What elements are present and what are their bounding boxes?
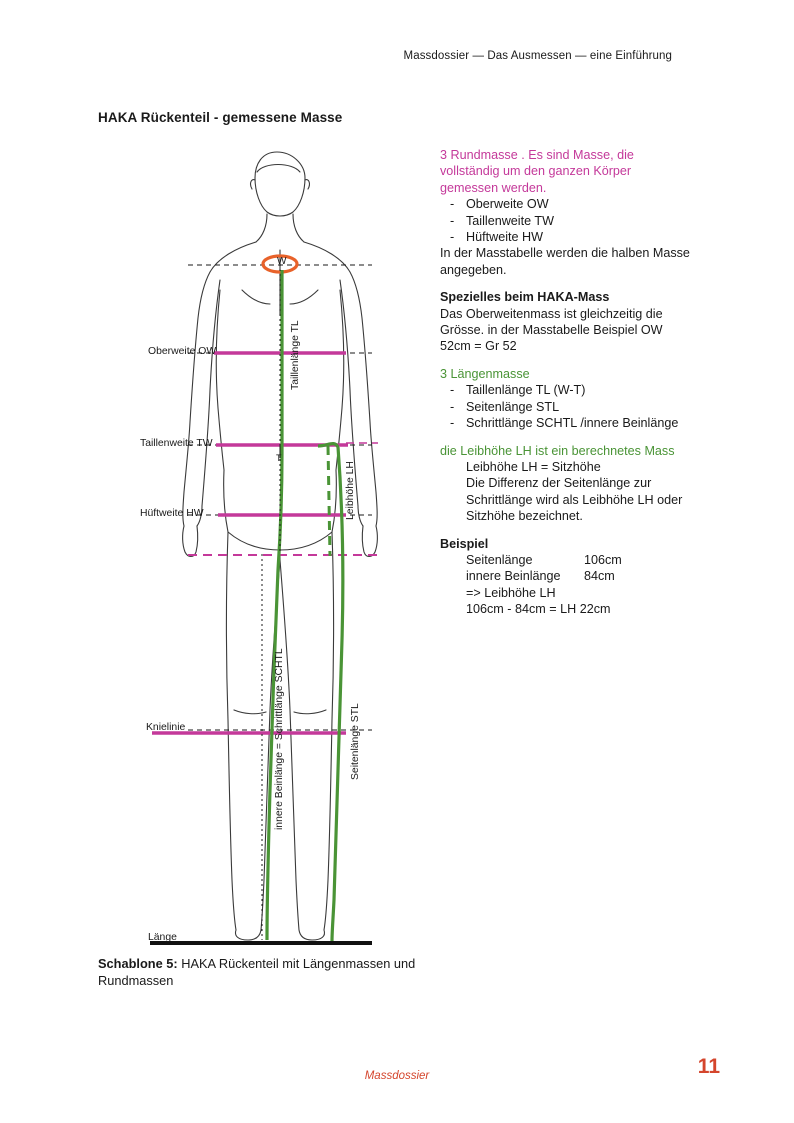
list-item xyxy=(450,196,690,212)
section-leibhoehe xyxy=(440,443,690,525)
list-item xyxy=(450,415,690,431)
rundmasse-list xyxy=(440,196,690,245)
running-head: Massdossier — Das Ausmessen — eine Einführung xyxy=(403,50,672,62)
section-rundmasse xyxy=(440,147,690,278)
page-title: HAKA Rückenteil - gemessene Masse xyxy=(98,110,343,125)
spezielles-text: Das Oberweitenmass ist gleichzeitig die Grösse. in der Masstabelle Beispiel OW 52cm = Gr 52 xyxy=(440,306,663,354)
label-seitenlaenge: Seitenlänge STL xyxy=(350,703,361,780)
label-leibhoehe: Leibhöhe LH xyxy=(345,461,356,520)
page-number: 11 xyxy=(697,1055,720,1078)
length-lines xyxy=(267,270,343,941)
list-item-label: Taillenlänge TL (W-T) xyxy=(466,383,586,398)
figure-haka-rueckenteil xyxy=(110,140,440,950)
dash-marker: - xyxy=(450,383,455,398)
spezielles-heading: Spezielles beim HAKA-Mass xyxy=(440,290,610,305)
label-waist-point: W xyxy=(277,256,287,267)
beispiel-label: innere Beinlänge xyxy=(466,569,561,584)
dash-marker: - xyxy=(450,213,455,228)
leibhoehe-line1: Leibhöhe LH = Sitzhöhe xyxy=(466,459,601,474)
beispiel-heading: Beispiel xyxy=(440,536,489,551)
beispiel-result-2: 106cm - 84cm = LH 22cm xyxy=(466,602,611,617)
list-item xyxy=(450,229,690,245)
beispiel-row xyxy=(440,568,690,584)
dash-marker: - xyxy=(450,399,455,414)
footer-doc-name: Massdossier xyxy=(364,1070,430,1082)
list-item-label: Seitenlänge STL xyxy=(466,399,560,414)
list-item xyxy=(450,382,690,398)
section-laengenmasse xyxy=(440,366,690,432)
dash-marker: - xyxy=(450,230,455,245)
beispiel-value: 106cm xyxy=(584,552,622,567)
section-beispiel xyxy=(440,536,690,618)
label-oberweite: Oberweite OW xyxy=(148,346,217,357)
list-item-label: Oberweite OW xyxy=(466,197,549,212)
rundmasse-note: In der Masstabelle werden die halben Masse angegeben. xyxy=(440,246,690,277)
list-item-label: Taillenweite TW xyxy=(466,213,554,228)
list-item xyxy=(450,399,690,415)
label-hueftweite: Hüftweite HW xyxy=(140,508,204,519)
dash-marker: - xyxy=(450,197,455,212)
caption-bold: Schablone 5: xyxy=(98,956,178,971)
leibhoehe-heading: die Leibhöhe LH ist ein berechnetes Mass xyxy=(440,443,675,458)
leibhoehe-line xyxy=(328,446,330,556)
label-laenge: Länge xyxy=(148,932,177,943)
list-item-label: Schrittlänge SCHTL /innere Beinlänge xyxy=(466,416,679,431)
figure-caption xyxy=(98,955,478,989)
beispiel-result-1: => Leibhöhe LH xyxy=(466,585,556,600)
laengenmasse-list xyxy=(440,382,690,431)
label-innere-beinlaenge: innere Beinlänge = Schrittlänge SCHTL xyxy=(274,648,285,830)
circumference-lines xyxy=(152,353,348,733)
label-t-point: T xyxy=(276,453,282,463)
label-knielinie: Knielinie xyxy=(146,722,186,733)
label-taillenlaenge: Taillenlänge TL xyxy=(290,320,301,390)
rundmasse-intro: 3 Rundmasse . Es sind Masse, die vollständig um den ganzen Körper gemessen werden. xyxy=(440,148,634,195)
list-item xyxy=(450,213,690,229)
section-spezielles xyxy=(440,289,690,355)
list-item-label: Hüftweite HW xyxy=(466,230,543,245)
caption-text: HAKA Rückenteil mit Längenmassen und Rundmassen xyxy=(98,956,416,988)
label-taillenweite: Taillenweite TW xyxy=(140,438,213,449)
beispiel-value: 84cm xyxy=(584,569,615,584)
beispiel-row xyxy=(440,552,690,568)
right-text-column xyxy=(440,147,690,629)
laengenmasse-heading: 3 Längenmasse xyxy=(440,366,530,381)
beispiel-label: Seitenlänge xyxy=(466,552,533,567)
leibhoehe-line2: Die Differenz der Seitenlänge zur Schrittlänge wird als Leibhöhe LH oder Sitzhöhe bezeichnet. xyxy=(466,476,683,524)
dash-marker: - xyxy=(450,416,455,431)
